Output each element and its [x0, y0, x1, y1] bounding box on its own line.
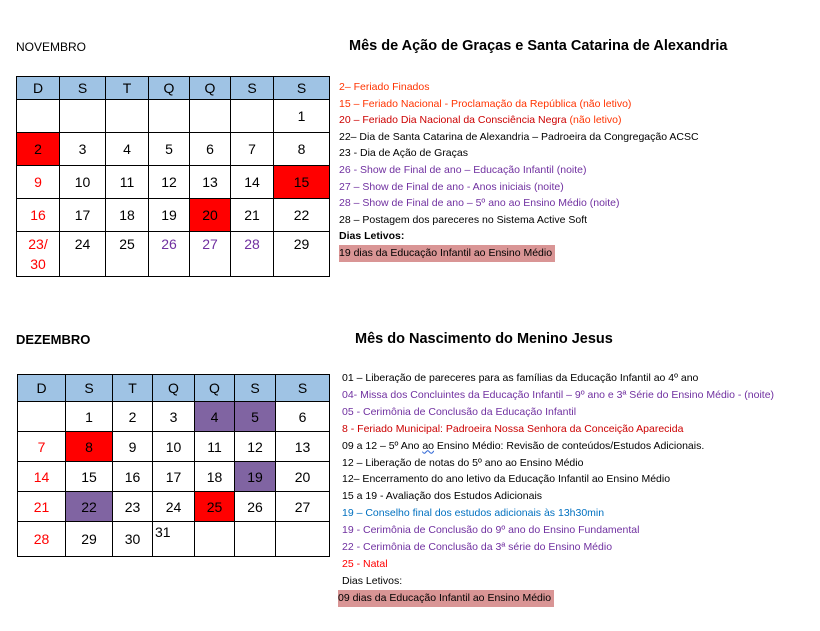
event-item: 19 - Cerimônia de Conclusão do 9º ano do Ensino Fundamental — [342, 524, 640, 537]
event-item: 15 – Feriado Nacional - Proclamação da República (não letivo) — [339, 97, 632, 110]
day-cell: 10 — [60, 166, 106, 199]
event-item: 28 – Postagem dos pareceres no Sistema Active Soft — [339, 213, 588, 226]
day-cell: 3 — [60, 133, 106, 166]
day-cell: 3 — [153, 402, 195, 432]
day-cell: 31 — [153, 522, 195, 557]
day-cell: 6 — [190, 133, 231, 166]
letivos-label: Dias Letivos: — [342, 574, 403, 587]
day-cell: 17 — [60, 199, 106, 232]
day-cell: 7 — [231, 133, 274, 166]
day-cell — [235, 522, 276, 557]
day-cell: 23 — [113, 492, 153, 522]
day-cell — [60, 100, 106, 133]
event-item: 04- Missa dos Concluintes da Educação Infantil – 9º ano e 3ª Série do Ensino Médio - (noite) — [342, 388, 775, 401]
day-cell: 5 — [149, 133, 190, 166]
november-title: Mês de Ação de Graças e Santa Catarina de Alexandria — [349, 38, 728, 54]
november-calendar — [16, 76, 330, 277]
day-cell — [195, 522, 235, 557]
day-cell: 29 — [274, 232, 330, 277]
event-item: 26 - Show de Final de ano – Educação Infantil (noite) — [339, 163, 587, 176]
letivos-value: 19 dias da Educação Infantil ao Ensino Médio — [339, 245, 555, 262]
day-cell-sunday: 7 — [18, 432, 66, 462]
event-item: 05 - Cerimônia de Conclusão da Educação Infantil — [342, 405, 577, 418]
day-cell-holiday: 25 — [195, 492, 235, 522]
day-cell: 25 — [106, 232, 149, 277]
event-item: 25 - Natal — [342, 557, 388, 570]
day-cell-sunday: 14 — [18, 462, 66, 492]
event-item: 20 – Feriado Dia Nacional da Consciência Negra (não letivo) — [339, 114, 622, 127]
day-cell: 29 — [66, 522, 113, 557]
weekday-header: T — [113, 375, 153, 402]
day-cell-event: 19 — [235, 462, 276, 492]
day-cell-event: 5 — [235, 402, 276, 432]
letivos-label: Dias Letivos: — [339, 230, 405, 243]
day-cell-event: 4 — [195, 402, 235, 432]
day-cell: 19 — [149, 199, 190, 232]
december-events — [338, 370, 775, 607]
day-cell: 26 — [235, 492, 276, 522]
day-cell: 11 — [106, 166, 149, 199]
day-cell: 13 — [276, 432, 330, 462]
event-item: 2– Feriado Finados — [339, 81, 430, 93]
day-cell: 11 — [195, 432, 235, 462]
day-cell: 22 — [274, 199, 330, 232]
weekday-header: S — [60, 77, 106, 100]
event-item: 23 - Dia de Ação de Graças — [339, 147, 468, 160]
day-cell: 30 — [113, 522, 153, 557]
event-item: 12– Encerramento do ano letivo da Educação Infantil ao Ensino Médio — [342, 473, 671, 486]
weekday-header: S — [235, 375, 276, 402]
event-item: 28 – Show de Final de ano – 5º ano ao Ensino Médio (noite) — [339, 197, 620, 210]
day-cell — [231, 100, 274, 133]
day-cell: 1 — [66, 402, 113, 432]
day-cell — [106, 100, 149, 133]
event-item: 8 - Feriado Municipal: Padroeira Nossa Senhora da Conceição Aparecida — [342, 422, 684, 435]
day-cell-holiday: 2 — [17, 133, 60, 166]
day-cell-sunday: 16 — [17, 199, 60, 232]
day-cell-holiday: 20 — [190, 199, 231, 232]
day-cell: 9 — [113, 432, 153, 462]
event-item: 12 – Liberação de notas do 5º ano ao Ensino Médio — [342, 456, 584, 469]
event-item: 19 – Conselho final dos estudos adicionais às 13h30min — [342, 507, 605, 520]
day-cell: 18 — [106, 199, 149, 232]
day-cell: 24 — [60, 232, 106, 277]
day-cell-sunday: 23/ 30 — [17, 232, 60, 277]
weekday-header: Q — [195, 375, 235, 402]
weekday-header: S — [274, 77, 330, 100]
day-cell-event: 22 — [66, 492, 113, 522]
event-item: 09 a 12 – 5º Ano ao Ensino Médio: Revisão de conteúdos/Estudos Adicionais. — [342, 439, 705, 452]
event-item: 22 - Cerimônia de Conclusão da 3ª série do Ensino Médio — [342, 541, 613, 554]
day-cell: 13 — [190, 166, 231, 199]
day-cell: 24 — [153, 492, 195, 522]
weekday-header: Q — [149, 77, 190, 100]
weekday-header: S — [66, 375, 113, 402]
day-cell: 1 — [274, 100, 330, 133]
day-cell-sunday: 9 — [17, 166, 60, 199]
day-cell: 17 — [153, 462, 195, 492]
december-title: Mês do Nascimento do Menino Jesus — [355, 331, 613, 347]
day-cell: 12 — [235, 432, 276, 462]
event-item: 27 – Show de Final de ano - Anos iniciais (noite) — [339, 180, 564, 193]
day-cell: 16 — [113, 462, 153, 492]
weekday-header: Q — [153, 375, 195, 402]
day-cell: 14 — [231, 166, 274, 199]
day-cell: 21 — [231, 199, 274, 232]
day-cell: 10 — [153, 432, 195, 462]
day-cell — [149, 100, 190, 133]
day-cell — [276, 522, 330, 557]
day-cell-event: 28 — [231, 232, 274, 277]
event-item: 01 – Liberação de pareceres para as famílias da Educação Infantil ao 4º ano — [342, 372, 699, 384]
day-cell: 2 — [113, 402, 153, 432]
day-cell-sunday: 21 — [18, 492, 66, 522]
day-cell: 6 — [276, 402, 330, 432]
event-item: 15 a 19 - Avaliação dos Estudos Adicionais — [342, 490, 543, 503]
day-cell — [18, 402, 66, 432]
letivos-value: 09 dias da Educação Infantil ao Ensino Médio — [338, 590, 554, 607]
day-cell-holiday: 8 — [66, 432, 113, 462]
day-cell: 20 — [276, 462, 330, 492]
day-cell-event: 27 — [190, 232, 231, 277]
day-cell — [190, 100, 231, 133]
weekday-header: Q — [190, 77, 231, 100]
weekday-header: T — [106, 77, 149, 100]
day-cell: 4 — [106, 133, 149, 166]
december-calendar — [17, 374, 330, 557]
weekday-header: S — [231, 77, 274, 100]
day-cell: 8 — [274, 133, 330, 166]
event-item: 22– Dia de Santa Catarina de Alexandria – Padroeira da Congregação ACSC — [339, 130, 699, 143]
day-cell: 15 — [66, 462, 113, 492]
day-cell: 18 — [195, 462, 235, 492]
day-cell-event: 26 — [149, 232, 190, 277]
day-cell: 12 — [149, 166, 190, 199]
november-month-label: NOVEMBRO — [16, 40, 87, 54]
day-cell-holiday: 15 — [274, 166, 330, 199]
weekday-header: S — [276, 375, 330, 402]
november-events — [339, 79, 699, 262]
day-cell — [17, 100, 60, 133]
weekday-header: D — [18, 375, 66, 402]
day-cell: 27 — [276, 492, 330, 522]
day-cell-sunday: 28 — [18, 522, 66, 557]
weekday-header: D — [17, 77, 60, 100]
december-month-label: DEZEMBRO — [16, 332, 91, 347]
